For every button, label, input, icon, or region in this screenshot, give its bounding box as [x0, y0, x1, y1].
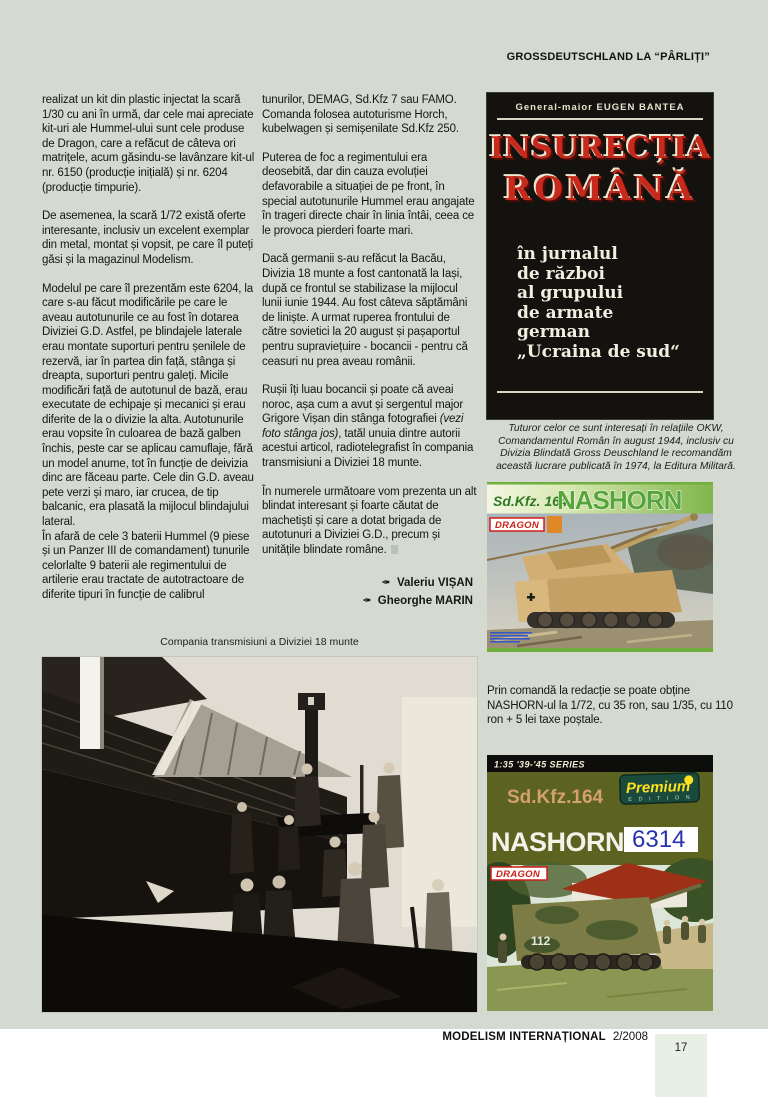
- book-subtitle-line: în jurnalul: [517, 244, 618, 264]
- article-column-1: [42, 93, 255, 617]
- paragraph: În afară de cele 3 baterii Hummel (9 piese și un Panzer III de comandament) tunurile celorlalte 9 baterii ale regimentului de artilerie erau tractate de autotractoare de diferite tipuri în funcție de calibrul: [42, 530, 250, 601]
- author-name: Gheorghe MARIN: [377, 594, 473, 607]
- box1-painting: [487, 512, 713, 648]
- box1-bottom-trim: [487, 648, 713, 652]
- paragraph-text: Rușii îți luau bocancii și poate că aveai noroc, așa cum a avut și sergentul major Grigore Vișan din stânga fotografiei: [262, 384, 464, 426]
- book-title-line1: INSURECȚIA: [489, 131, 711, 166]
- group-photo-soldiers: [42, 657, 477, 1012]
- author-name: Valeriu VIȘAN: [396, 576, 473, 589]
- order-info-text: Prin comandă la redacție se poate obține NASHORN-ul la 1/72, cu 35 ron, sau 1/35, cu 110 ron + 5 lei taxe poștale.: [487, 685, 733, 727]
- paragraph-text: , tatăl unuia dintre autorii acestui articol, radiotelegrafist în compania transmisiuni a Diviziei 18 munte.: [262, 427, 474, 470]
- paragraph: [262, 383, 477, 471]
- paragraph: tunurilor, DEMAG, Sd.Kfz 7 sau FAMO. Comanda folosea autoturisme Horch, kubelwagen și semișenilate Sd.Kfz 250.: [262, 94, 459, 136]
- paragraph: realizat un kit din plastic injectat la scară 1/30 cu ani în urmă, dar cele mai apreciate kit-uri ale Hummel-ului sunt cele produse de Dragon, care a refăcut de câteva ori matrițele, acum găsindu-se lavânzare kit-ul nr. 6150 (producție inițială) și nr. 6204 (producție timpurie).: [42, 94, 255, 194]
- book-rule: [497, 118, 703, 120]
- author-row: [262, 574, 473, 592]
- paragraph: Dacă germanii s-au refăcut la Bacău, Divizia 18 munte a fost cantonată la Iași, după ce frontul se stabilizase la mijlocul lunii iunie 1944. Au fost câteva săptămâni de liniște. A urmat ruperea frontului de către sovietici la 20 august și pașaportul pentru supraviețuire - bocancii - pentru că ceasuri nu prea aveau românii.: [262, 253, 468, 368]
- book-subtitle: [517, 245, 680, 362]
- author-row: [262, 592, 473, 610]
- book-cover-insurectia-romana: [487, 93, 713, 419]
- article-column-2: [262, 93, 477, 610]
- book-caption: Tuturor celor ce sunt interesați în relațiile OKW, Comandamentul Român în august 1944, inclusiv cu Divizia Blindată Gross Deuschland le recomandăm această lucrare publicată în 1974, la Editura Militară.: [496, 423, 736, 472]
- book-subtitle-line: de război: [517, 263, 605, 284]
- end-of-article-marker: [391, 545, 398, 554]
- edition-label: E D I T I O N: [628, 794, 693, 804]
- box2-series-label: 1:35 '39-'45 SERIES: [494, 759, 585, 770]
- paragraph: Puterea de foc a regimentului era deosebită, dar din cauza evoluției defavorabile a situației de pe front, în special autotunurile Hummel erau angajate în trageri directe chair în linia întâi, ceea ce le provoca pierderi foarte mari.: [262, 151, 475, 237]
- book-subtitle-line: „Ucraina de sud“: [517, 341, 680, 362]
- photo-caption: Compania transmisiuni a Diviziei 18 munte: [160, 636, 359, 648]
- footer-background: [0, 1029, 768, 1097]
- premium-label: Premium: [625, 777, 691, 798]
- book-subtitle-line: al grupului: [517, 283, 624, 303]
- page-header: GROSSDEUTSCHLAND LA “PÂRLIȚI”: [506, 51, 710, 63]
- pen-icon: ✒: [380, 575, 390, 589]
- paragraph: Modelul pe care îl prezentăm este 6204, la care s-au făcut modificările pe care le aveau autotunurile ce au fost în dotarea Diviziei G.D. Astfel, pe blindajele laterale erau montate suporturi pentru șenilele de rezervă, iar în partea din față, stânga și dreapta, suporturi pentru galeți. Micile modificări față de autotunul de bază, erau executate de echipaje și mecanici și erau diferite de la o divizie la alta. Autotunurile erau vopsite în culoarea de bază galben închis, peste car se aplicau camuflaje, fără un model anume, tot în funcție de deivizia dinc are făceau parte. Cele din G.D. aveau pete verzi și maro, iar crucea, de tip balcanic, era plasată la mijlocul blindajului lateral.: [42, 282, 254, 529]
- nashorn-1-72-box-art: [487, 482, 713, 652]
- paragraph: [262, 485, 477, 558]
- nashorn-1-35-box-art: [487, 755, 713, 1011]
- box2-model-code: Sd.Kfz.164: [507, 787, 604, 808]
- book-title-line2: ROMÂNĂ: [503, 169, 697, 208]
- dragon-logo: [490, 516, 562, 533]
- box1-model-code: Sd.Kfz. 164: [493, 493, 568, 509]
- book-rule: [497, 391, 703, 393]
- paragraph-text: În numerele următoare vom prezenta un alt blindat interesant și foarte căutat de machetiști și care a dotat brigada de autotunuri a Diviziei G.D., precum și unitățile blindate române.: [262, 485, 477, 557]
- box1-model-name: NASHORN: [557, 485, 682, 515]
- dragon-brand-text: DRAGON: [496, 869, 541, 880]
- book-subtitle-line: german: [517, 322, 591, 342]
- book-author-line: General-maior EUGEN BANTEA: [515, 102, 685, 113]
- premium-edition-badge: [620, 773, 700, 805]
- dragon-logo: [491, 867, 547, 880]
- author-signatures: [262, 574, 477, 610]
- tank-side-number: 112: [531, 934, 551, 948]
- issue-number: 2/2008: [612, 1031, 648, 1043]
- paragraph-italic-note: (vezi foto stânga jos): [262, 413, 464, 440]
- page-number: 17: [674, 1042, 688, 1054]
- item-number: 6314: [632, 826, 686, 853]
- page-number-box: [655, 1034, 707, 1097]
- pen-icon: ✒: [361, 593, 371, 607]
- book-subtitle-line: de armate: [517, 302, 614, 323]
- paragraph: De asemenea, la scară 1/72 există oferte interesante, inclusiv un excelent exemplar din metal, montat și vopsit, pe care îl puteți găsi și la magazinul Modelism.: [42, 210, 254, 266]
- box2-model-name: NASHORN: [491, 827, 625, 857]
- dragon-brand-text: DRAGON: [495, 520, 540, 531]
- box2-painting: [487, 858, 713, 1011]
- box1-orange-badge: [547, 516, 562, 533]
- footer-text: [442, 1031, 648, 1043]
- magazine-title: MODELISM INTERNAȚIONAL: [442, 1031, 606, 1043]
